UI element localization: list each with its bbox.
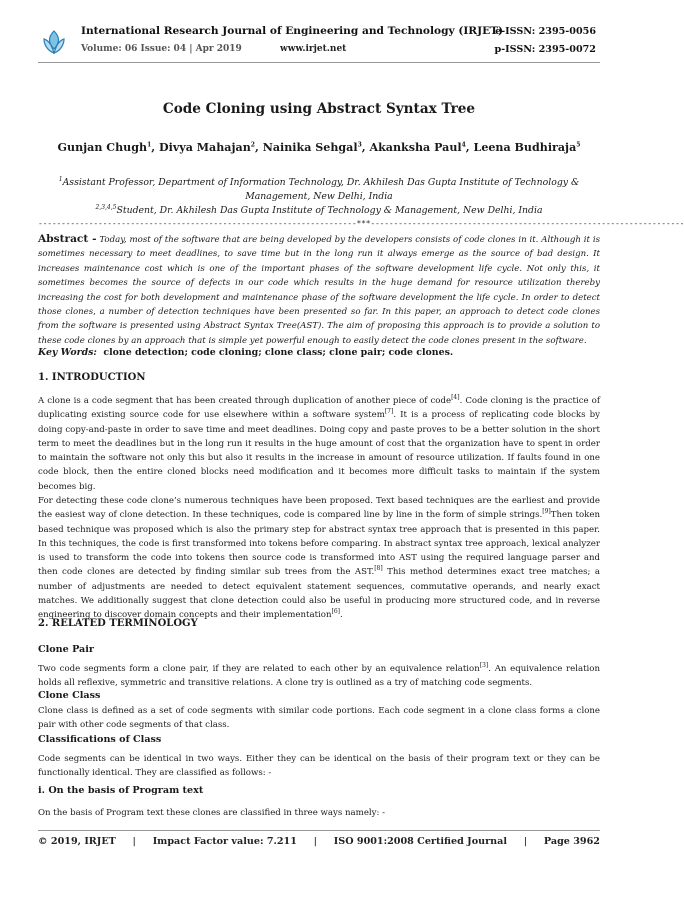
footer-impact-factor: Impact Factor value: 7.211 [152, 836, 297, 847]
author-index: 3 [357, 141, 362, 149]
subheading-classifications: Classifications of Class [38, 734, 162, 745]
author-name: Divya Mahajan [159, 141, 251, 154]
author-index: 1 [147, 141, 152, 149]
abstract-text: Today, most of the software that are being developed by the developers consists of code clones in it. Although it is sometimes necessary to meet deadlines, to save time but in the long run it always emerge as the source of bad design. It increases maintenance cost which is one of the important phases of the software development life cycle. Not only this, it sometimes becomes the source of defects in our code which results in the huge demand for resource utilization thereby increasing the cost for both development and maintenance phase of the software development the life cycle. In order to detect those clones, a number of detection techniques have been presented so far. In this paper, an approach to detect code clones from the software is presented using Abstract Syntax Tree(AST). The aim of proposing this approach is to provide a solution to these code clones by an approach that is simple yet powerful enough to easily detect the code clones present in the software. [38, 235, 601, 346]
subheading-clone-pair: Clone Pair [38, 644, 94, 655]
journal-website: www.irjet.net [280, 44, 347, 54]
section-heading-related-terminology: 2. RELATED TERMINOLOGY [38, 618, 198, 629]
intro-paragraph-1: A clone is a code segment that has been created through duplication of another piece of code[4]. Code cloning is the practice of duplicating existing source code for use elsewhere within a software system[7]. It is a process of replicating code blocks by doing copy-and-paste in order to save time and meet deadlines. Doing copy and paste proves to be a better solution in the short term to meet the deadlines but in the long run it results in the huge amount of cost that the organization have to spent in order to maintain the software not only this but also it results in the increase in amount of resource utilization. If faults found in one code block, then the entire cloned blocks need modification and it becomes more difficult tasks to maintain if the system becomes big. [38, 394, 600, 492]
e-issn: e-ISSN: 2395-0056 [495, 26, 596, 37]
keywords-text: clone detection; code cloning; clone class; clone pair; code clones. [103, 347, 454, 358]
author-index: 5 [576, 141, 581, 149]
volume-issue: Volume: 06 Issue: 04 | Apr 2019 [81, 44, 242, 54]
author-index: 2 [250, 141, 255, 149]
section-divider: ---------------------------------------------------------------------***-------------------------------------------------------------------- [38, 219, 684, 228]
affiliation-text: Assistant Professor, Department of Information Technology, Dr. Akhilesh Das Gupta Institute of Technology & Management, New Delhi, India [62, 177, 580, 202]
citation: [6] [331, 608, 341, 616]
citation: [4] [451, 394, 460, 402]
classifications-paragraph: Code segments can be identical in two ways. Either they can be identical on the basis of their program text or they can be functionally identical. They are classified as follows: - [38, 754, 600, 779]
page-footer [38, 836, 600, 847]
intro-paragraph-2: For detecting these code clone’s numerous techniques have been proposed. Text based techniques are the earliest and provide the easiest way of clone detection. In these techniques, code is compared line by line in the form of simple strings.[9]Then token based technique was proposed which is also the primary step for abstract syntax tree approach that is presented in this paper. In this techniques, the code is first transformed into tokens before comparing. In abstract syntax tree approach, lexical analyzer is used to transform the code into tokens then source code is transformed into AST using the required language parser and then code clones are detected by finding similar sub trees from the AST.[8] This method determines exact tree matches; a number of adjustments are needed to detect equivalent statement sequences, commutative operands, and nearly exact matches. We additionally suggest that clone detection could also be useful in producing more structured code, and in reverse engineering to discover domain concepts and their implementation[6]. [38, 496, 600, 621]
author-name: Akanksha Paul [369, 141, 462, 154]
header-rule [38, 62, 600, 63]
footer-page-number: Page 3962 [543, 836, 600, 847]
keywords-label: Key Words [38, 347, 94, 358]
paper-title: Code Cloning using Abstract Syntax Tree [162, 101, 476, 117]
keywords: Key Words: clone detection; code cloning; clone class; clone pair; code clones. [38, 347, 454, 358]
affiliation-index: 1 [58, 175, 63, 183]
author-list: Gunjan Chugh$^1$, Divya Mahajan$^2$, Nainika Sehgal$^3$, Akanksha Paul$^4$, Leena Budhiraja$^5$ [57, 141, 581, 154]
footer-iso: ISO 9001:2008 Certified Journal [333, 836, 507, 847]
citation: [7] [384, 408, 394, 416]
author-name: Nainika Sehgal [262, 141, 358, 154]
footer-copyright: © 2019, IRJET [38, 836, 116, 847]
footer-separator: | [132, 836, 136, 847]
abstract [38, 232, 600, 348]
author-name: Leena Budhiraja [473, 141, 577, 154]
citation: [9] [542, 508, 551, 516]
affiliation-index: 2,3,4,5 [95, 203, 117, 211]
clone-pair-paragraph: Two code segments form a clone pair, if they are related to each other by an equivalence relation[3]. An equivalence relation holds all reflexive, symmetric and transitive relations. A clone try is outlined as a try of matching code segments. [38, 662, 601, 689]
section-heading-introduction: 1. INTRODUCTION [38, 372, 146, 383]
irjet-logo [38, 27, 70, 71]
clone-class-paragraph: Clone class is defined as a set of code segments with similar code portions. Each code segment in a clone class forms a clone pair with other code segments of that class. [38, 706, 600, 731]
footer-rule [38, 830, 600, 831]
affiliation-2 [40, 205, 598, 216]
affiliation-1 [40, 176, 598, 204]
affiliation-text: Student, Dr. Akhilesh Das Gupta Institute of Technology & Management, New Delhi, India [116, 205, 543, 216]
author-index: 4 [461, 141, 466, 149]
citation: [8] [374, 565, 383, 573]
footer-separator: | [523, 836, 528, 847]
p-issn: p-ISSN: 2395-0072 [494, 44, 596, 55]
program-text-paragraph: On the basis of Program text these clones are classified in three ways namely: - [38, 808, 386, 818]
citation: [3] [479, 662, 489, 670]
abstract-label: Abstract - [38, 233, 97, 245]
subheading-clone-class: Clone Class [38, 690, 101, 701]
footer-separator: | [313, 836, 318, 847]
subheading-program-text: i. On the basis of Program text [38, 785, 204, 796]
author-name: Gunjan Chugh [57, 141, 148, 154]
journal-name: International Research Journal of Engineering and Technology (IRJET) [81, 25, 504, 37]
